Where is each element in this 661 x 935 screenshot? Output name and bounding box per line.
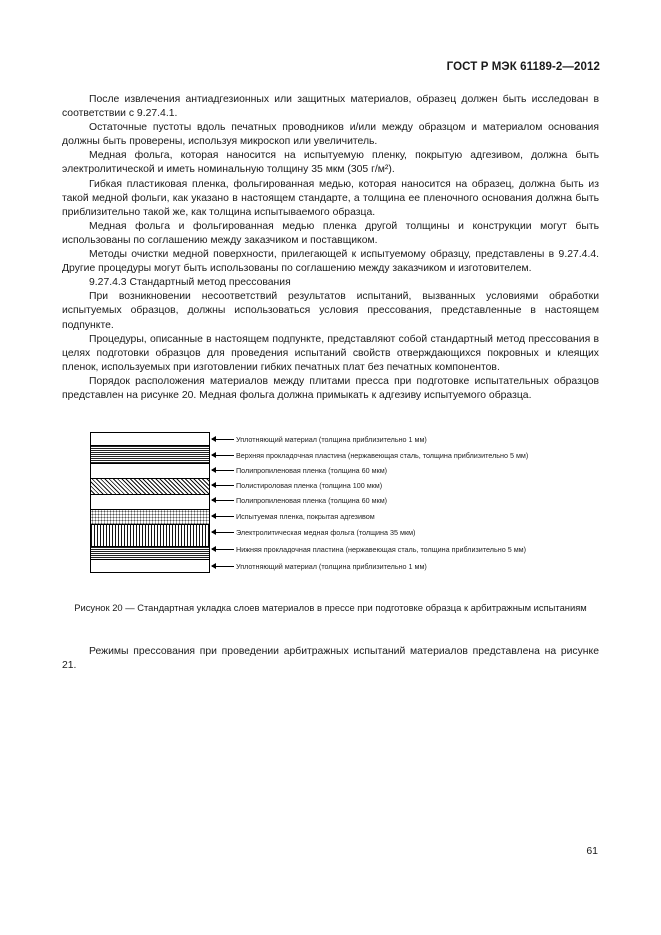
layer-label: Электролитическая медная фольга (толщина 35 мкм)	[236, 528, 416, 537]
leader-arrow	[212, 439, 234, 440]
layer-label: Полистироловая пленка (толщина 100 мкм)	[236, 481, 383, 490]
layer-steel-plate-top	[91, 446, 209, 464]
paragraph: Процедуры, описанные в настоящем подпункте, представляют собой стандартный метод прессования в целях подготовки образцов для проведения испытаний свойств отверждающихся покровных и клеящих пленок, используемых при изготовлении гибких печатных плат без печатных компонентов.	[62, 333, 599, 373]
layer-polypropylene-top	[91, 464, 209, 479]
paragraph: Медная фольга и фольгированная медью пленка другой толщины и конструкции могут быть использованы по соглашению между заказчиком и поставщиком.	[62, 220, 599, 246]
paragraph: Методы очистки медной поверхности, прилегающей к испытуемому образцу, представлены в 9.27.4.4. Другие процедуры могут быть использованы по соглашению между заказчиком и изготовителем.	[62, 249, 599, 275]
layer-sealing-bottom	[91, 560, 209, 572]
layer-label: Испытуемая пленка, покрытая адгезивом	[236, 512, 375, 521]
leader-arrow	[212, 470, 234, 471]
layer-test-film	[91, 510, 209, 525]
leader-arrow	[212, 566, 234, 567]
layer-copper-foil	[91, 525, 209, 547]
layer-label: Верхняя прокладочная пластина (нержавеющая сталь, толщина приблизительно 5 мм)	[236, 451, 529, 460]
leader-arrow	[212, 485, 234, 486]
figure-caption: Рисунок 20 — Стандартная укладка слоев материалов в прессе при подготовке образца к арбитражным испытаниям	[74, 602, 587, 613]
main-text-block	[62, 93, 599, 403]
page-number: 61	[586, 845, 598, 857]
leader-arrow	[212, 500, 234, 501]
leader-arrow	[212, 455, 234, 456]
paragraph: При возникновении несоответствий результатов испытаний, вызванных условиями обработки испытуемых образцов, должны использоваться условия прессования, представленные в настоящем подпункте.	[62, 291, 599, 331]
layer-label: Уплотняющий материал (толщина приблизительно 1 мм)	[236, 562, 427, 571]
section-heading: 9.27.4.3 Стандартный метод прессования	[89, 277, 291, 289]
leader-arrow	[212, 549, 234, 550]
layer-sealing-top	[91, 433, 209, 446]
after-text-block	[62, 645, 599, 673]
layer-steel-plate-bottom	[91, 547, 209, 560]
paragraph: Порядок расположения материалов между плитами пресса при подготовке испытательных образцов представлен на рисунке 20. Медная фольга должна примыкать к адгезиву испытуемого образца.	[62, 375, 599, 401]
leader-arrow	[212, 516, 234, 517]
leader-arrow	[212, 532, 234, 533]
layer-polypropylene-bottom	[91, 495, 209, 510]
paragraph: Остаточные пустоты вдоль печатных проводников и/или между образцом и материалом основания должны быть проверены, используя микроскоп или увеличитель.	[62, 122, 599, 148]
layer-label: Уплотняющий материал (толщина приблизительно 1 мм)	[236, 435, 427, 444]
paragraph: Режимы прессования при проведении арбитражных испытаний материалов представлена на рисунке 21.	[62, 646, 599, 672]
layer-polystyrene	[91, 479, 209, 495]
document-header: ГОСТ Р МЭК 61189-2—2012	[446, 61, 600, 73]
press-stack-diagram	[90, 432, 210, 573]
layer-label: Нижняя прокладочная пластина (нержавеющая сталь, толщина приблизительно 5 мм)	[236, 545, 526, 554]
layer-label: Полипропиленовая пленка (толщина 60 мкм)	[236, 466, 388, 475]
paragraph: Гибкая пластиковая пленка, фольгированная медью, которая наносится на образец, должна быть из такой медной фольги, как указано в настоящем стандарте, а толщина ее пленочного основания должна быть приблизительно такой же, как толщина испытываемого образца.	[62, 178, 599, 218]
paragraph: После извлечения антиадгезионных или защитных материалов, образец должен быть исследован в соответствии с 9.27.4.1.	[62, 94, 599, 120]
paragraph: Медная фольга, которая наносится на испытуемую пленку, покрытую адгезивом, должна быть электролитической и иметь номинальную толщину 35 мкм (305 г/м²).	[62, 150, 599, 176]
layer-label: Полипропиленовая пленка (толщина 60 мкм)	[236, 496, 388, 505]
